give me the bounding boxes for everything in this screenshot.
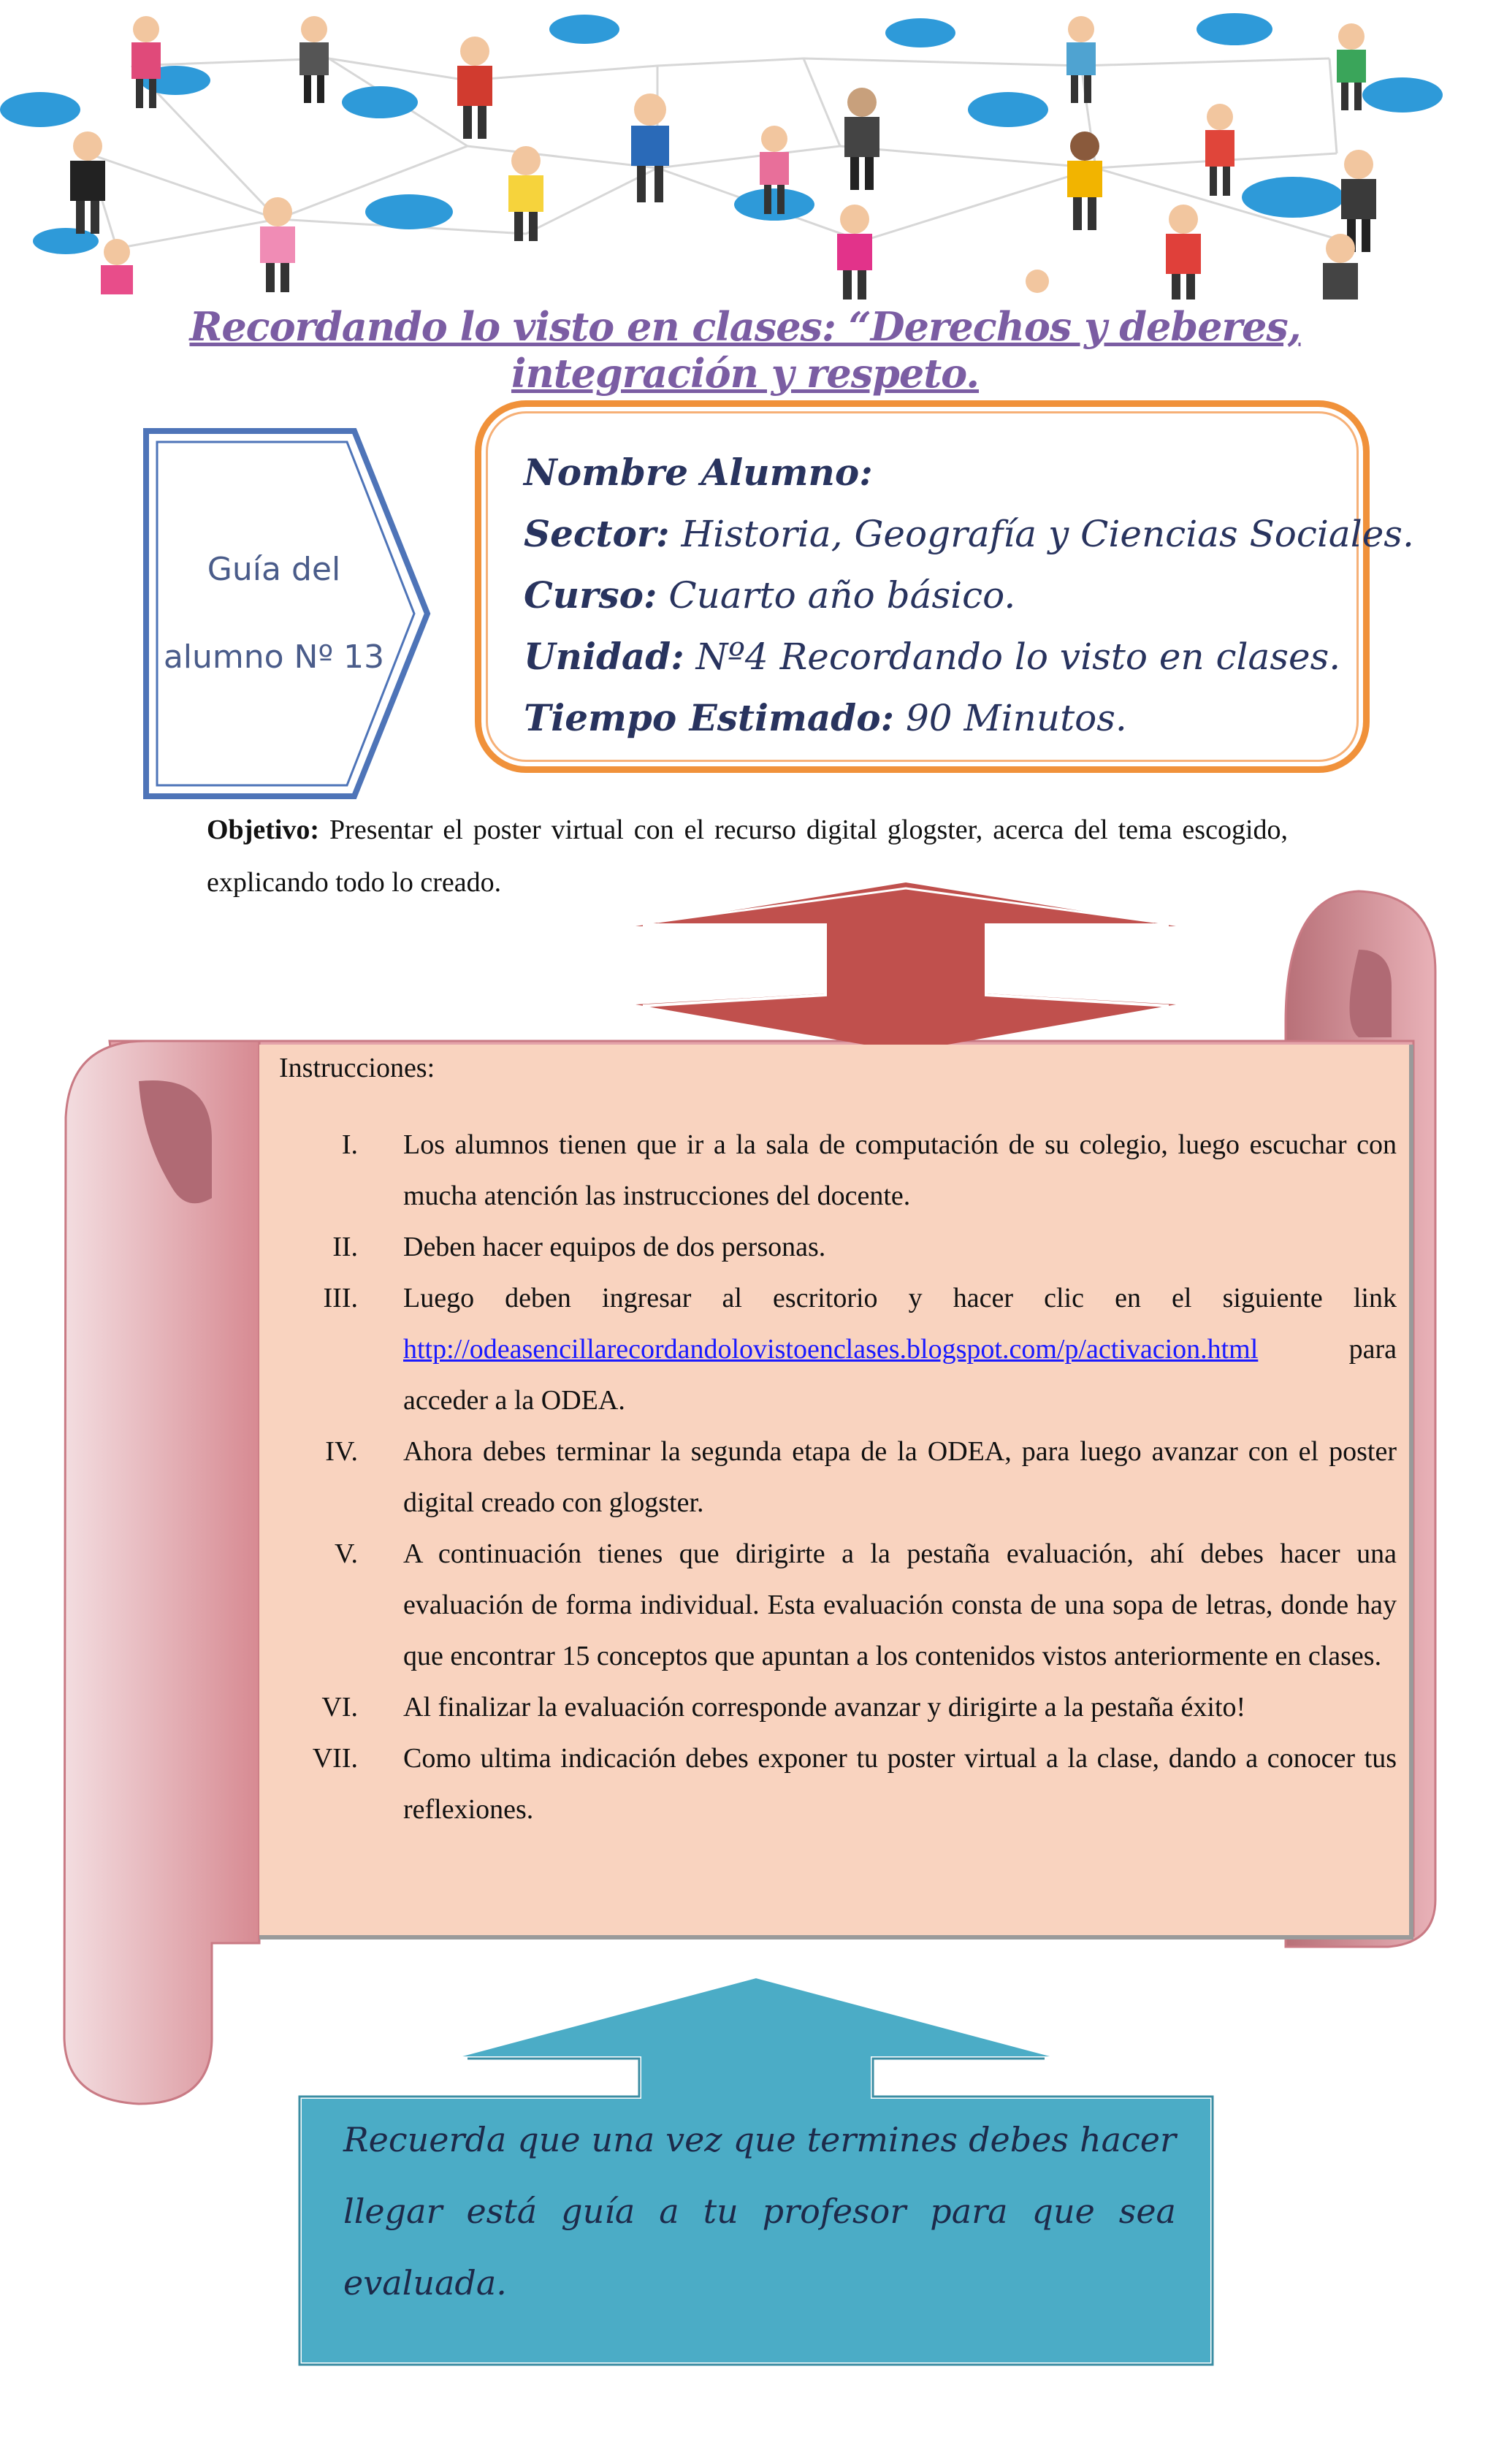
item-number: IV.	[325, 1436, 358, 1467]
item-text: Deben hacer equipos de dos personas.	[403, 1232, 826, 1262]
objective-label: Objetivo:	[207, 815, 320, 845]
instructions-title: Instrucciones:	[279, 1053, 435, 1083]
list-item	[270, 1426, 1397, 1528]
time-row	[524, 687, 1363, 749]
course-label: Curso:	[524, 573, 657, 617]
activation-link[interactable]: http://odeasencillarecordandolovistoenclases.blogspot.com/p/activacion.html	[403, 1334, 1259, 1365]
list-item	[270, 1682, 1397, 1733]
unit-value: Nº4 Recordando lo visto en clases.	[695, 636, 1341, 678]
time-label: Tiempo Estimado:	[524, 696, 895, 739]
list-item	[270, 1221, 1397, 1273]
item-text: Ahora debes terminar la segunda etapa de la ODEA, para luego avanzar con el poster digital creado con glogster.	[403, 1436, 1397, 1518]
sector-value: Historia, Geografía y Ciencias Sociales.	[681, 513, 1414, 555]
guide-line-1: Guía del	[207, 551, 341, 588]
list-item	[270, 1119, 1397, 1221]
list-item	[270, 1273, 1397, 1426]
student-name-row	[524, 442, 1363, 503]
time-value: 90 Minutos.	[905, 697, 1127, 739]
instructions-list	[270, 1119, 1397, 1835]
student-info-box	[475, 400, 1414, 773]
item-number: VII.	[312, 1743, 358, 1774]
item-text-after-link: para acceder a la ODEA.	[403, 1334, 1397, 1416]
item-number: V.	[334, 1538, 358, 1569]
student-name-label: Nombre Alumno:	[524, 451, 873, 494]
people-network-banner	[0, 0, 1496, 300]
list-item	[270, 1733, 1397, 1835]
item-text: A continuación tienes que dirigirte a la pestaña evaluación, ahí debes hacer una evaluación de forma individual. Esta evaluación consta de una sopa de letras, donde hay que encontrar 15 conceptos que apuntan a los contenidos vistos anteriormente en clases.	[403, 1538, 1397, 1671]
reminder-text: Recuerda que una vez que termines debes hacer llegar está guía a tu profesor para que sea evaluada.	[343, 2120, 1176, 2303]
item-text: Los alumnos tienen que ir a la sala de computación de su colegio, luego escuchar con mucha atención las instrucciones del docente.	[403, 1129, 1397, 1211]
item-text-before-link: Luego deben ingresar al escritorio y hacer clic en el siguiente link	[403, 1283, 1397, 1313]
sector-row	[524, 503, 1414, 565]
item-text	[403, 1273, 1397, 1426]
objective-text: Presentar el poster virtual con el recurso digital glogster, acerca del tema escogido, explicando todo lo creado.	[207, 815, 1288, 898]
sector-label: Sector:	[524, 512, 670, 555]
item-number: I.	[341, 1129, 358, 1160]
item-number: III.	[323, 1283, 358, 1313]
item-text: Como ultima indicación debes exponer tu poster virtual a la clase, dando a conocer tus reflexiones.	[403, 1743, 1397, 1825]
item-number: II.	[332, 1232, 358, 1262]
course-value: Cuarto año básico.	[668, 574, 1016, 617]
list-item	[270, 1528, 1397, 1682]
guide-number-label	[161, 526, 387, 701]
guide-line-2: alumno Nº 13	[163, 638, 385, 676]
item-text: Al finalizar la evaluación corresponde avanzar y dirigirte a la pestaña éxito!	[403, 1692, 1246, 1723]
page-title: Recordando lo visto en clases: “Derechos y deberes, integración y respeto.	[189, 303, 1301, 397]
course-row	[524, 565, 1363, 626]
item-number: VI.	[321, 1692, 358, 1723]
unit-label: Unidad:	[524, 635, 684, 678]
unit-row	[524, 626, 1363, 687]
